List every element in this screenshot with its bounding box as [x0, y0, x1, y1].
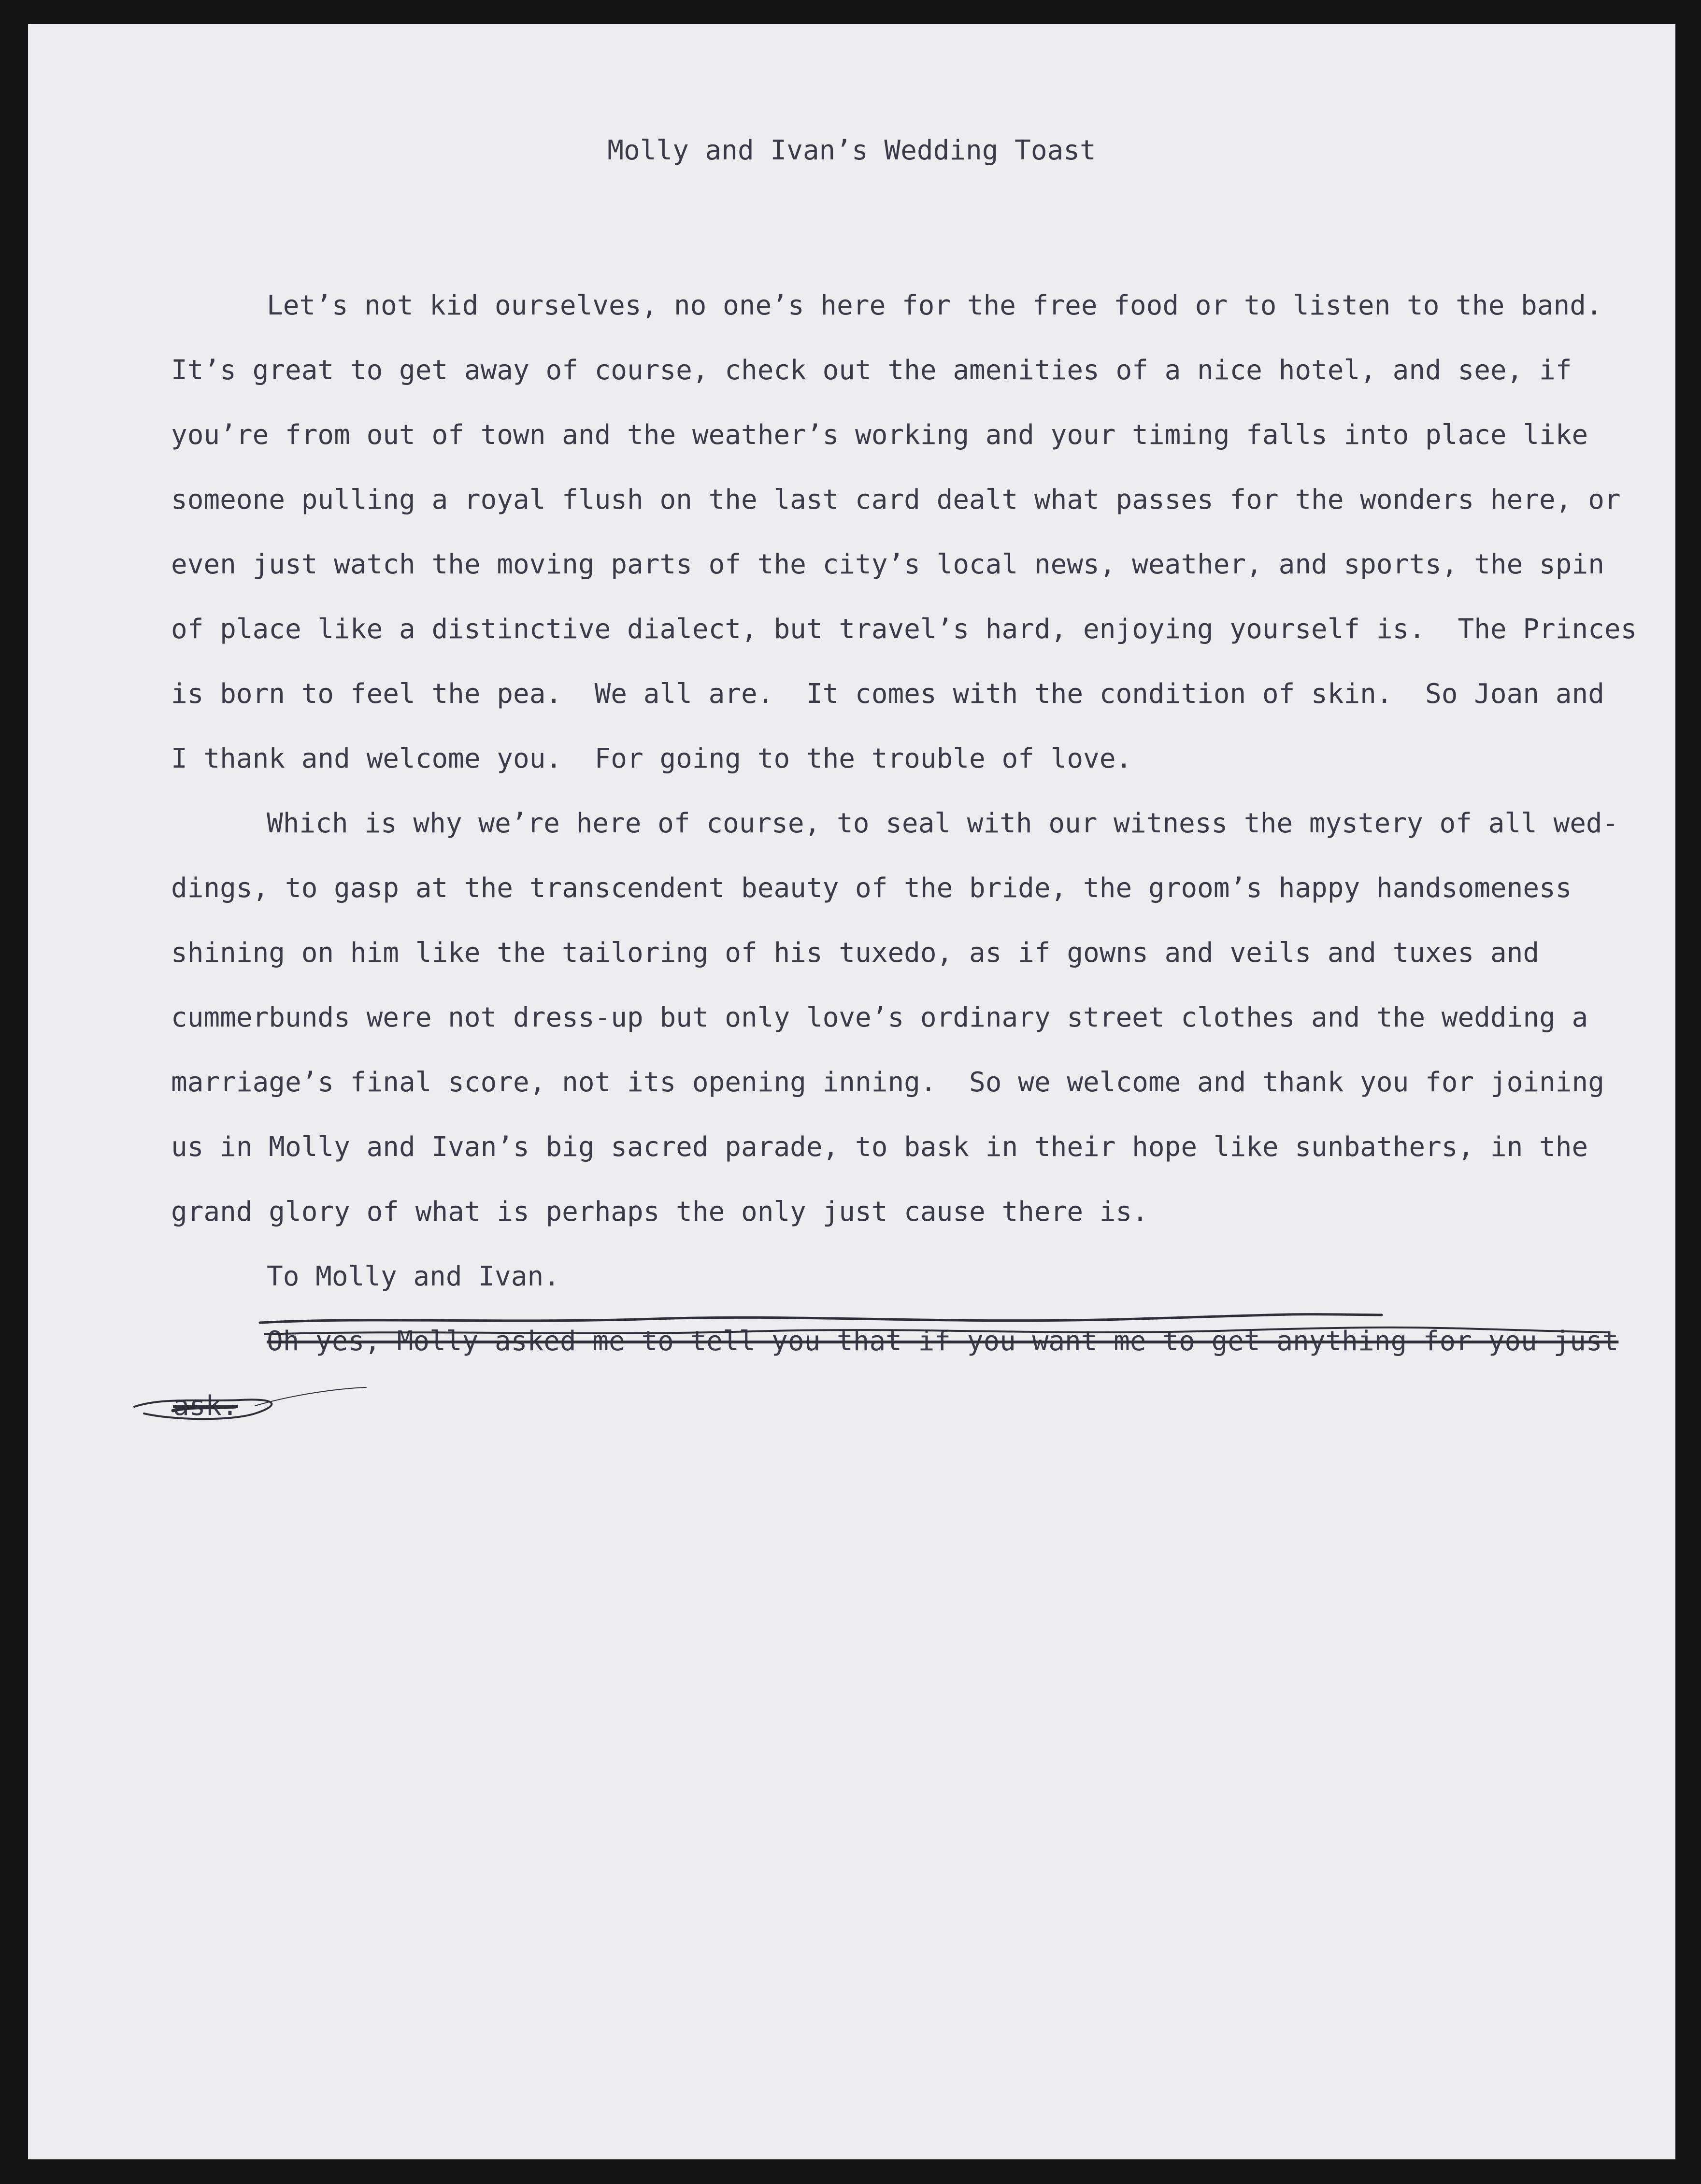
text-line-9: Which is why we’re here of course, to seal with our witness the mystery of all wed-	[267, 808, 1619, 839]
document-title: Molly and Ivan’s Wedding Toast	[607, 135, 1096, 166]
text-line-13: marriage’s final score, not its opening inning. So we welcome and thank you for joining	[171, 1067, 1604, 1098]
text-line-7: is born to feel the pea. We all are. It comes with the condition of skin. So Joan and	[171, 678, 1604, 710]
text-line-11: shining on him like the tailoring of his tuxedo, as if gowns and veils and tuxes and	[171, 937, 1540, 969]
text-line-6: of place like a distinctive dialect, but travel’s hard, enjoying yourself is. The Princes	[171, 614, 1637, 645]
text-line-12: cummerbunds were not dress-up but only love’s ordinary street clothes and the wedding a	[171, 1002, 1588, 1033]
text-line-16: To Molly and Ivan.	[267, 1261, 560, 1292]
text-line-5: even just watch the moving parts of the city’s local news, weather, and sports, the spin	[171, 549, 1604, 580]
text-line-4: someone pulling a royal flush on the last card dealt what passes for the wonders here, or	[171, 484, 1621, 515]
struck-line-2: ask.	[173, 1390, 238, 1422]
text-line-2: It’s great to get away of course, check out the amenities of a nice hotel, and see, if	[171, 355, 1572, 386]
text-line-8: I thank and welcome you. For going to the trouble of love.	[171, 743, 1132, 774]
text-line-3: you’re from out of town and the weather’s working and your timing falls into place like	[171, 419, 1588, 451]
text-line-14: us in Molly and Ivan’s big sacred parade, to bask in their hope like sunbathers, in the	[171, 1131, 1588, 1163]
struck-line-1: Oh yes, Molly asked me to tell you that if you want me to get anything for you just	[267, 1326, 1619, 1357]
document-page	[28, 24, 1675, 2159]
text-line-1: Let’s not kid ourselves, no one’s here for the free food or to listen to the band.	[267, 290, 1602, 321]
text-line-15: grand glory of what is perhaps the only just cause there is.	[171, 1196, 1148, 1228]
text-line-10: dings, to gasp at the transcendent beauty of the bride, the groom’s happy handsomeness	[171, 872, 1572, 904]
